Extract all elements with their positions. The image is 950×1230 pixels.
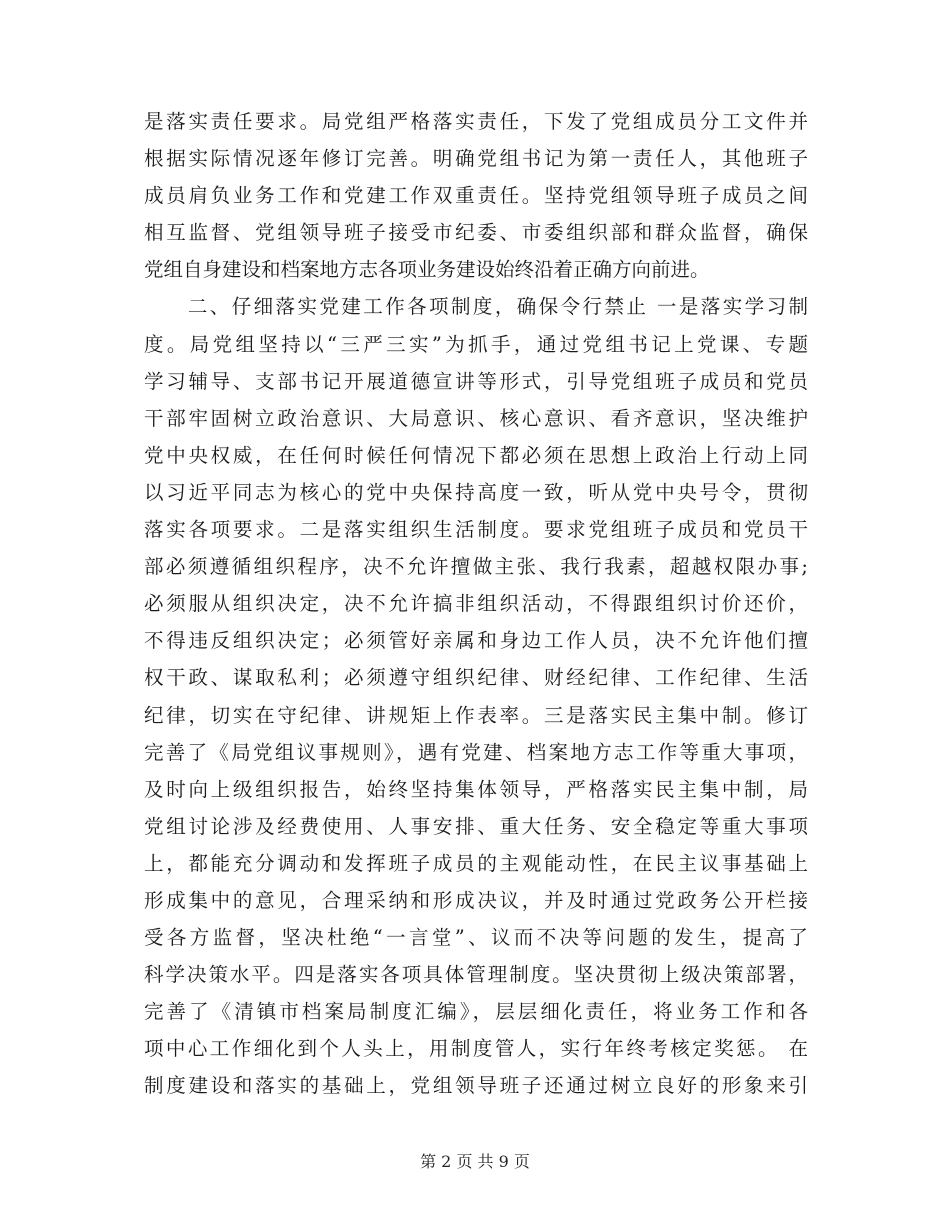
text-line: 成员肩负业务工作和党建工作双重责任。坚持党组领导班子成员之间	[144, 184, 808, 208]
text-line: 干部牢固树立政治意识、大局意识、核心意识、看齐意识，坚决维护	[144, 406, 808, 430]
page-footer: 第 2 页 共 9 页	[420, 1152, 530, 1171]
text-line: 部必须遵循组织程序，决不允许擅做主张、我行我素，超越权限办事;	[144, 555, 808, 579]
text-line: 二、仔细落实党建工作各项制度，确保令行禁止 一是落实学习制	[144, 295, 808, 319]
text-line: 制度建设和落实的基础上，党组领导班子还通过树立良好的形象来引	[144, 1074, 808, 1098]
body-text	[144, 103, 808, 1105]
text-line: 权干政、谋取私利；必须遵守组织纪律、财经纪律、工作纪律、生活	[144, 666, 808, 690]
text-line: 党组讨论涉及经费使用、人事安排、重大任务、安全稳定等重大事项	[144, 814, 808, 838]
text-line: 根据实际情况逐年修订完善。明确党组书记为第一责任人，其他班子	[144, 147, 808, 171]
text-line: 及时向上级组织报告，始终坚持集体领导，严格落实民主集中制，局	[144, 777, 808, 801]
text-line: 项中心工作细化到个人头上，用制度管人，实行年终考核定奖惩。 在	[144, 1037, 808, 1061]
text-line: 完善了《清镇市档案局制度汇编》，层层细化责任，将业务工作和各	[144, 1000, 808, 1024]
text-line: 形成集中的意见，合理采纳和形成决议，并及时通过党政务公开栏接	[144, 888, 808, 912]
text-line: 落实各项要求。二是落实组织生活制度。要求党组班子成员和党员干	[144, 518, 808, 542]
text-line: 党组自身建设和档案地方志各项业务建设始终沿着正确方向前进。	[144, 258, 710, 282]
text-line: 受各方监督，坚决杜绝“一言堂”、议而不决等问题的发生，提高了	[144, 926, 808, 950]
text-line: 纪律，切实在守纪律、讲规矩上作表率。三是落实民主集中制。修订	[144, 703, 808, 727]
text-line: 党中央权威，在任何时候任何情况下都必须在思想上政治上行动上同	[144, 443, 808, 467]
text-line: 必须服从组织决定，决不允许搞非组织活动，不得跟组织讨价还价，	[144, 592, 808, 616]
text-line: 相互监督、党组领导班子接受市纪委、市委组织部和群众监督，确保	[144, 221, 808, 245]
text-line: 以习近平同志为核心的党中央保持高度一致，听从党中央号令，贯彻	[144, 480, 808, 504]
text-line: 不得违反组织决定；必须管好亲属和身边工作人员，决不允许他们擅	[144, 629, 808, 653]
text-line: 学习辅导、支部书记开展道德宣讲等形式，引导党组班子成员和党员	[144, 369, 808, 393]
text-line: 度。局党组坚持以“三严三实”为抓手，通过党组书记上党课、专题	[144, 332, 808, 356]
text-line: 是落实责任要求。局党组严格落实责任，下发了党组成员分工文件并	[144, 110, 808, 133]
text-line: 科学决策水平。四是落实各项具体管理制度。坚决贯彻上级决策部署，	[144, 963, 808, 987]
text-line: 完善了《局党组议事规则》，遇有党建、档案地方志工作等重大事项，	[144, 740, 808, 764]
text-line: 上，都能充分调动和发挥班子成员的主观能动性，在民主议事基础上	[144, 851, 808, 875]
